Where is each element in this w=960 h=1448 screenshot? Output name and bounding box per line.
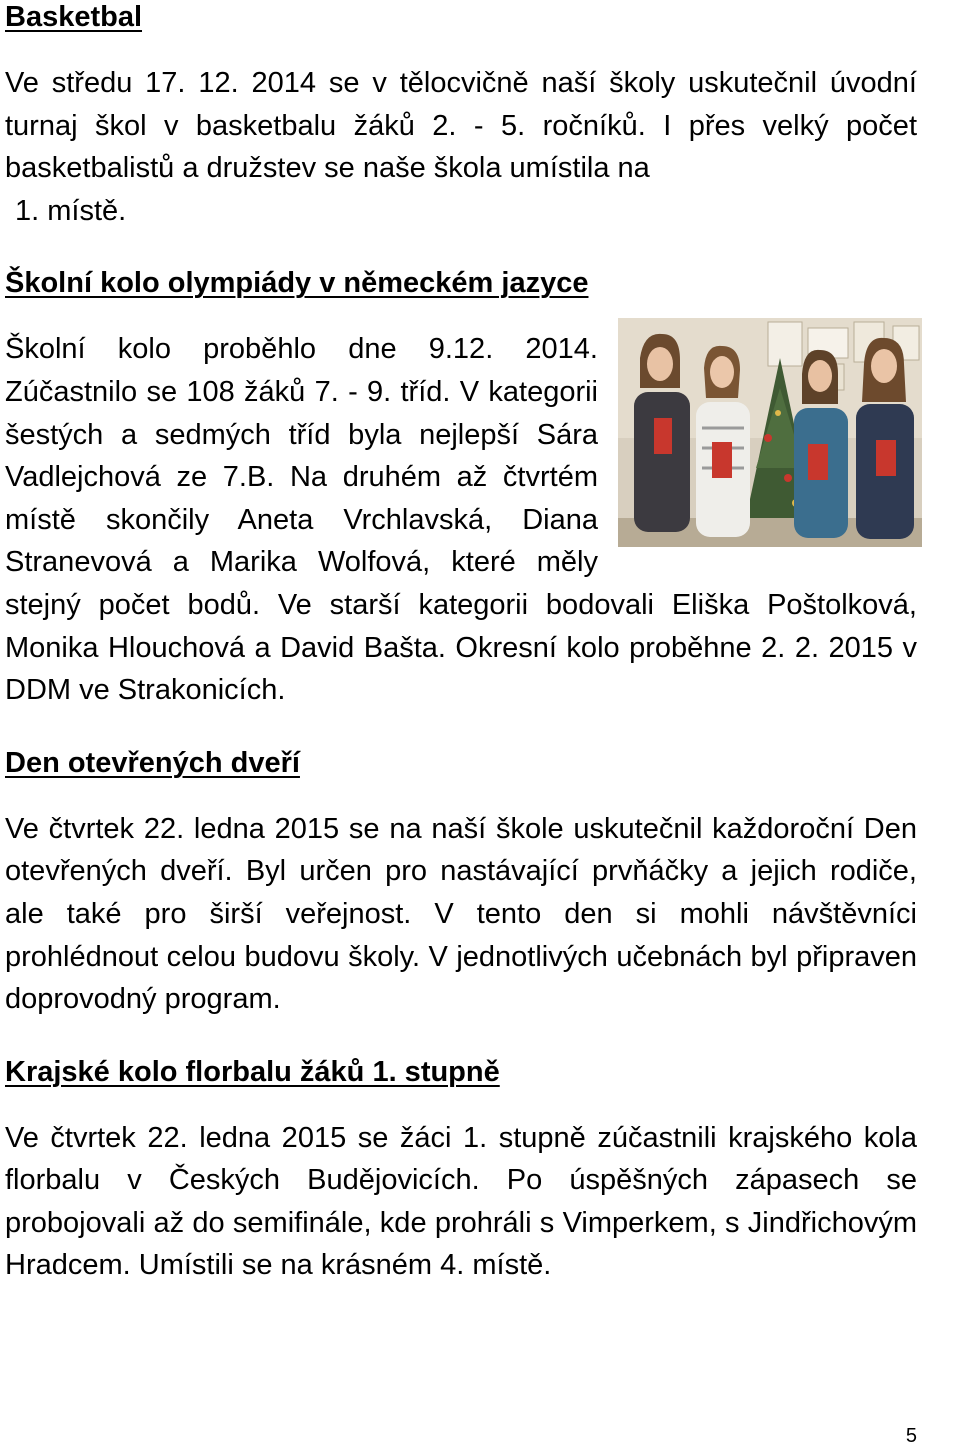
photo-students [618,318,922,547]
heading-olympiada: Školní kolo olympiády v německém jazyce [5,267,589,300]
page-number: 5 [905,1425,917,1447]
document-page [5,0,917,1287]
paragraph-olympiada: Školní kolo proběhlo dne 9.12. 2014. Zúčastnilo se 108 žáků 7. - 9. tříd. V kategorii šestých a sedmých tříd byla nejlepší Sára Vadlejchová ze 7.B. Na druhém až čtvrtém místě skončily Aneta Vrchlavská, Diana Stranevová a Marika Wolfová, které měly stejný počet bodů. Ve starší kategorii bodovali Eliška Poštolková, Monika Hlouchová a David Bašta. Okresní kolo proběhne 2. 2. 2015 v DDM ve Strakonicích. [5,333,917,707]
paragraph-basketbal-last: 1. místě. [15,194,127,227]
heading-basketbal: Basketbal [5,1,143,33]
olympiada-block [5,328,917,711]
heading-florbal: Krajské kolo florbalu žáků 1. stupně [5,1055,500,1088]
paragraph-florbal: Ve čtvrtek 22. ledna 2015 se žáci 1. stupně zúčastnili krajského kola florbalu v Českých Budějovicích. Po úspěšných zápasech se probojovali až do semifinále, kde prohráli s Vimperkem, s Jindřichovým Hradcem. Umístili se na krásném 4. místě. [5,1121,917,1282]
heading-den-otevrenych-dveri: Den otevřených dveří [5,746,300,779]
paragraph-basketbal-main: Ve středu 17. 12. 2014 se v tělocvičně naší školy uskutečnil úvodní turnaj škol v basketbalu žáků 2. - 5. ročníků. I přes velký počet basketbalistů a družstev se naše škola umístila na [5,67,917,185]
paragraph-basketbal [5,62,917,232]
paragraph-den-otevrenych-dveri: Ve čtvrtek 22. ledna 2015 se na naší škole uskutečnil každoroční Den otevřených dveří. Byl určen pro nastávající prvňáčky a jejich rodiče, ale také pro širší veřejnost. V tento den si mohli návštěvníci prohlédnout celou budovu školy. V jednotlivých učebnách byl připraven doprovodný program. [5,812,917,1016]
